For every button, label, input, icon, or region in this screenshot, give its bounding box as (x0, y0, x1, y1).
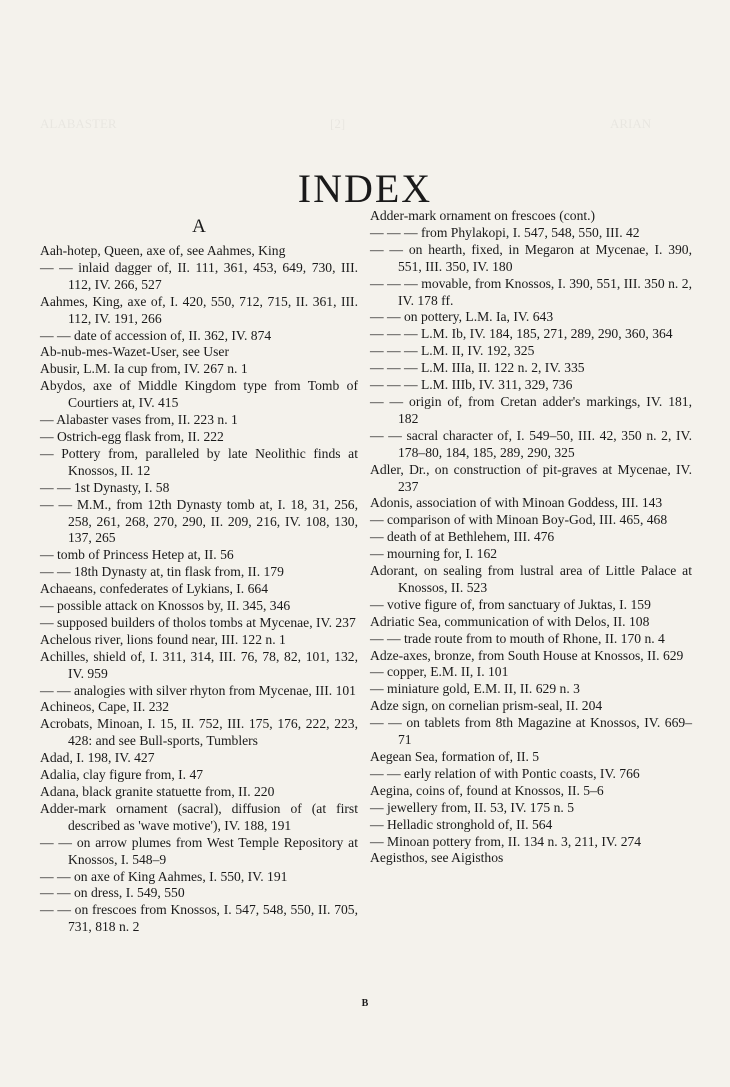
index-entry: — — — L.M. Ib, IV. 184, 185, 271, 289, 290, 360, 364 (370, 326, 673, 342)
index-entry: — Pottery from, paralleled by late Neolithic finds at Knossos, II. 12 (40, 445, 358, 478)
index-entry: — jewellery from, II. 53, IV. 175 n. 5 (370, 799, 574, 815)
index-entry: — miniature gold, E.M. II, II. 629 n. 3 (370, 681, 580, 697)
index-entry: — — 18th Dynasty at, tin flask from, II. 179 (40, 564, 284, 580)
index-entry: — Helladic stronghold of, II. 564 (370, 816, 553, 832)
index-entry: — — on pottery, L.M. Ia, IV. 643 (370, 309, 554, 325)
index-entry: Achaeans, confederates of Lykians, I. 664 (40, 581, 268, 597)
page-title: INDEX (297, 166, 433, 211)
svg-text:ALABASTER: ALABASTER (40, 116, 117, 131)
index-entry: Acrobats, Minoan, I. 15, II. 752, III. 175, 176, 222, 223, 428: and see Bull-sports, Tumblers (40, 716, 358, 749)
index-entry: Adana, black granite statuette from, II. 220 (40, 784, 275, 799)
index-entry: Adze sign, on cornelian prism-seal, II. 204 (370, 698, 603, 714)
signature-mark: B (361, 998, 369, 1009)
index-entry: Abydos, axe of Middle Kingdom type from Tomb of Courtiers at, IV. 415 (40, 378, 358, 411)
index-entry: Adonis, association of with Minoan Goddess, III. 143 (370, 495, 663, 511)
index-entry: Adalia, clay figure from, I. 47 (40, 767, 204, 783)
index-entry: Aahmes, King, axe of, I. 420, 550, 712, 715, II. 361, III. 112, IV. 191, 266 (40, 293, 358, 326)
index-entry: — — origin of, from Cretan adder's markings, IV. 181, 182 (370, 393, 692, 426)
index-entry: — — — L.M. IIIa, II. 122 n. 2, IV. 335 (370, 360, 585, 376)
index-entry: — — inlaid dagger of, II. 111, 361, 453, 649, 730, III. 112, IV. 266, 527 (40, 259, 358, 292)
index-entry: — supposed builders of tholos tombs at Mycenae, IV. 237 (40, 614, 356, 630)
index-entry: Ab-nub-mes-Wazet-User, see User (40, 344, 229, 360)
index-entry: — — M.M., from 12th Dynasty tomb at, I. 18, 31, 256, 258, 261, 268, 270, 290, II. 209, 216, IV. 108, 130, 137, 265 (40, 496, 358, 546)
index-entry: Aegina, coins of, found at Knossos, II. 5–6 (370, 782, 604, 798)
index-entry: — possible attack on Knossos by, II. 345, 346 (40, 598, 291, 614)
index-entry: Adler, Dr., on construction of pit-graves at Mycenae, IV. 237 (370, 461, 692, 494)
index-entry: — — — L.M. IIIb, IV. 311, 329, 736 (370, 377, 573, 393)
index-entry: — votive figure of, from sanctuary of Juktas, I. 159 (370, 596, 651, 612)
index-entry: Achilles, shield of, I. 311, 314, III. 76, 78, 82, 101, 132, IV. 959 (40, 648, 358, 681)
index-entry: Adze-axes, bronze, from South House at Knossos, II. 629 (370, 647, 684, 663)
index-entry: Aegisthos, see Aigisthos (370, 850, 504, 866)
index-entry: — — analogies with silver rhyton from Mycenae, III. 101 (40, 682, 356, 698)
index-entry: Abusir, L.M. Ia cup from, IV. 267 n. 1 (40, 361, 248, 377)
index-entry: — mourning for, I. 162 (370, 546, 498, 562)
index-entry: — Minoan pottery from, II. 134 n. 3, 211, IV. 274 (370, 833, 642, 849)
index-entry: — — — L.M. II, IV. 192, 325 (370, 343, 535, 359)
left-column (40, 208, 358, 936)
index-entry: Adad, I. 198, IV. 427 (40, 750, 155, 766)
index-entry: Adder-mark ornament (sacral), diffusion of (at first described as 'wave motive'), IV. 188, 191 (40, 800, 358, 833)
index-entry: Aegean Sea, formation of, II. 5 (370, 749, 540, 764)
index-entry: — Ostrich-egg flask from, II. 222 (40, 428, 224, 444)
svg-text:ARIAN: ARIAN (610, 116, 652, 131)
index-entry: — — on axe of King Aahmes, I. 550, IV. 191 (40, 868, 288, 884)
index-entry: — — 1st Dynasty, I. 58 (40, 479, 170, 495)
index-entry: — Alabaster vases from, II. 223 n. 1 (40, 412, 238, 428)
index-entry: Achineos, Cape, II. 232 (40, 699, 170, 715)
index-entry: — — on hearth, fixed, in Megaron at Mycenae, I. 390, 551, III. 350, IV. 180 (370, 241, 692, 274)
index-entry: Adorant, on sealing from lustral area of Little Palace at Knossos, II. 523 (370, 563, 692, 595)
index-entry: Adder-mark ornament on frescoes (cont.) (370, 208, 596, 223)
index-entry: — tomb of Princess Hetep at, II. 56 (40, 547, 234, 563)
left-entry-list (40, 243, 358, 936)
right-entry-list (370, 208, 692, 867)
index-entry: — — on arrow plumes from West Temple Repository at Knossos, I. 548–9 (40, 834, 358, 867)
index-entry: Adriatic Sea, communication of with Delos, II. 108 (370, 613, 650, 629)
index-entry: — — sacral character of, I. 549–50, III. 42, 350 n. 2, IV. 178–80, 184, 185, 289, 290, 325 (370, 427, 692, 460)
index-entry: Achelous river, lions found near, III. 122 n. 1 (40, 631, 286, 647)
index-entry: — — trade route from to mouth of Rhone, II. 170 n. 4 (370, 630, 665, 646)
index-entry: — — early relation of with Pontic coasts, IV. 766 (370, 765, 640, 781)
index-entry: — — on tablets from 8th Magazine at Knossos, IV. 669–71 (370, 715, 692, 748)
index-entry: — comparison of with Minoan Boy-God, III. 465, 468 (370, 512, 668, 528)
index-entry: Aah-hotep, Queen, axe of, see Aahmes, King (40, 243, 286, 258)
section-letter-heading: A (192, 216, 206, 237)
index-entry: — death of at Bethlehem, III. 476 (370, 529, 555, 545)
index-entry: — — date of accession of, II. 362, IV. 874 (40, 327, 272, 343)
index-entry: — — on dress, I. 549, 550 (40, 885, 185, 901)
index-entry: — — on frescoes from Knossos, I. 547, 548, 550, II. 705, 731, 818 n. 2 (40, 902, 358, 935)
svg-text:[2]: [2] (330, 116, 346, 131)
index-entry: — — — movable, from Knossos, I. 390, 551, III. 350 n. 2, IV. 178 ff. (370, 275, 692, 308)
right-column (370, 208, 692, 867)
index-entry: — copper, E.M. II, I. 101 (370, 664, 509, 680)
index-entry: — — — from Phylakopi, I. 547, 548, 550, III. 42 (370, 224, 640, 240)
